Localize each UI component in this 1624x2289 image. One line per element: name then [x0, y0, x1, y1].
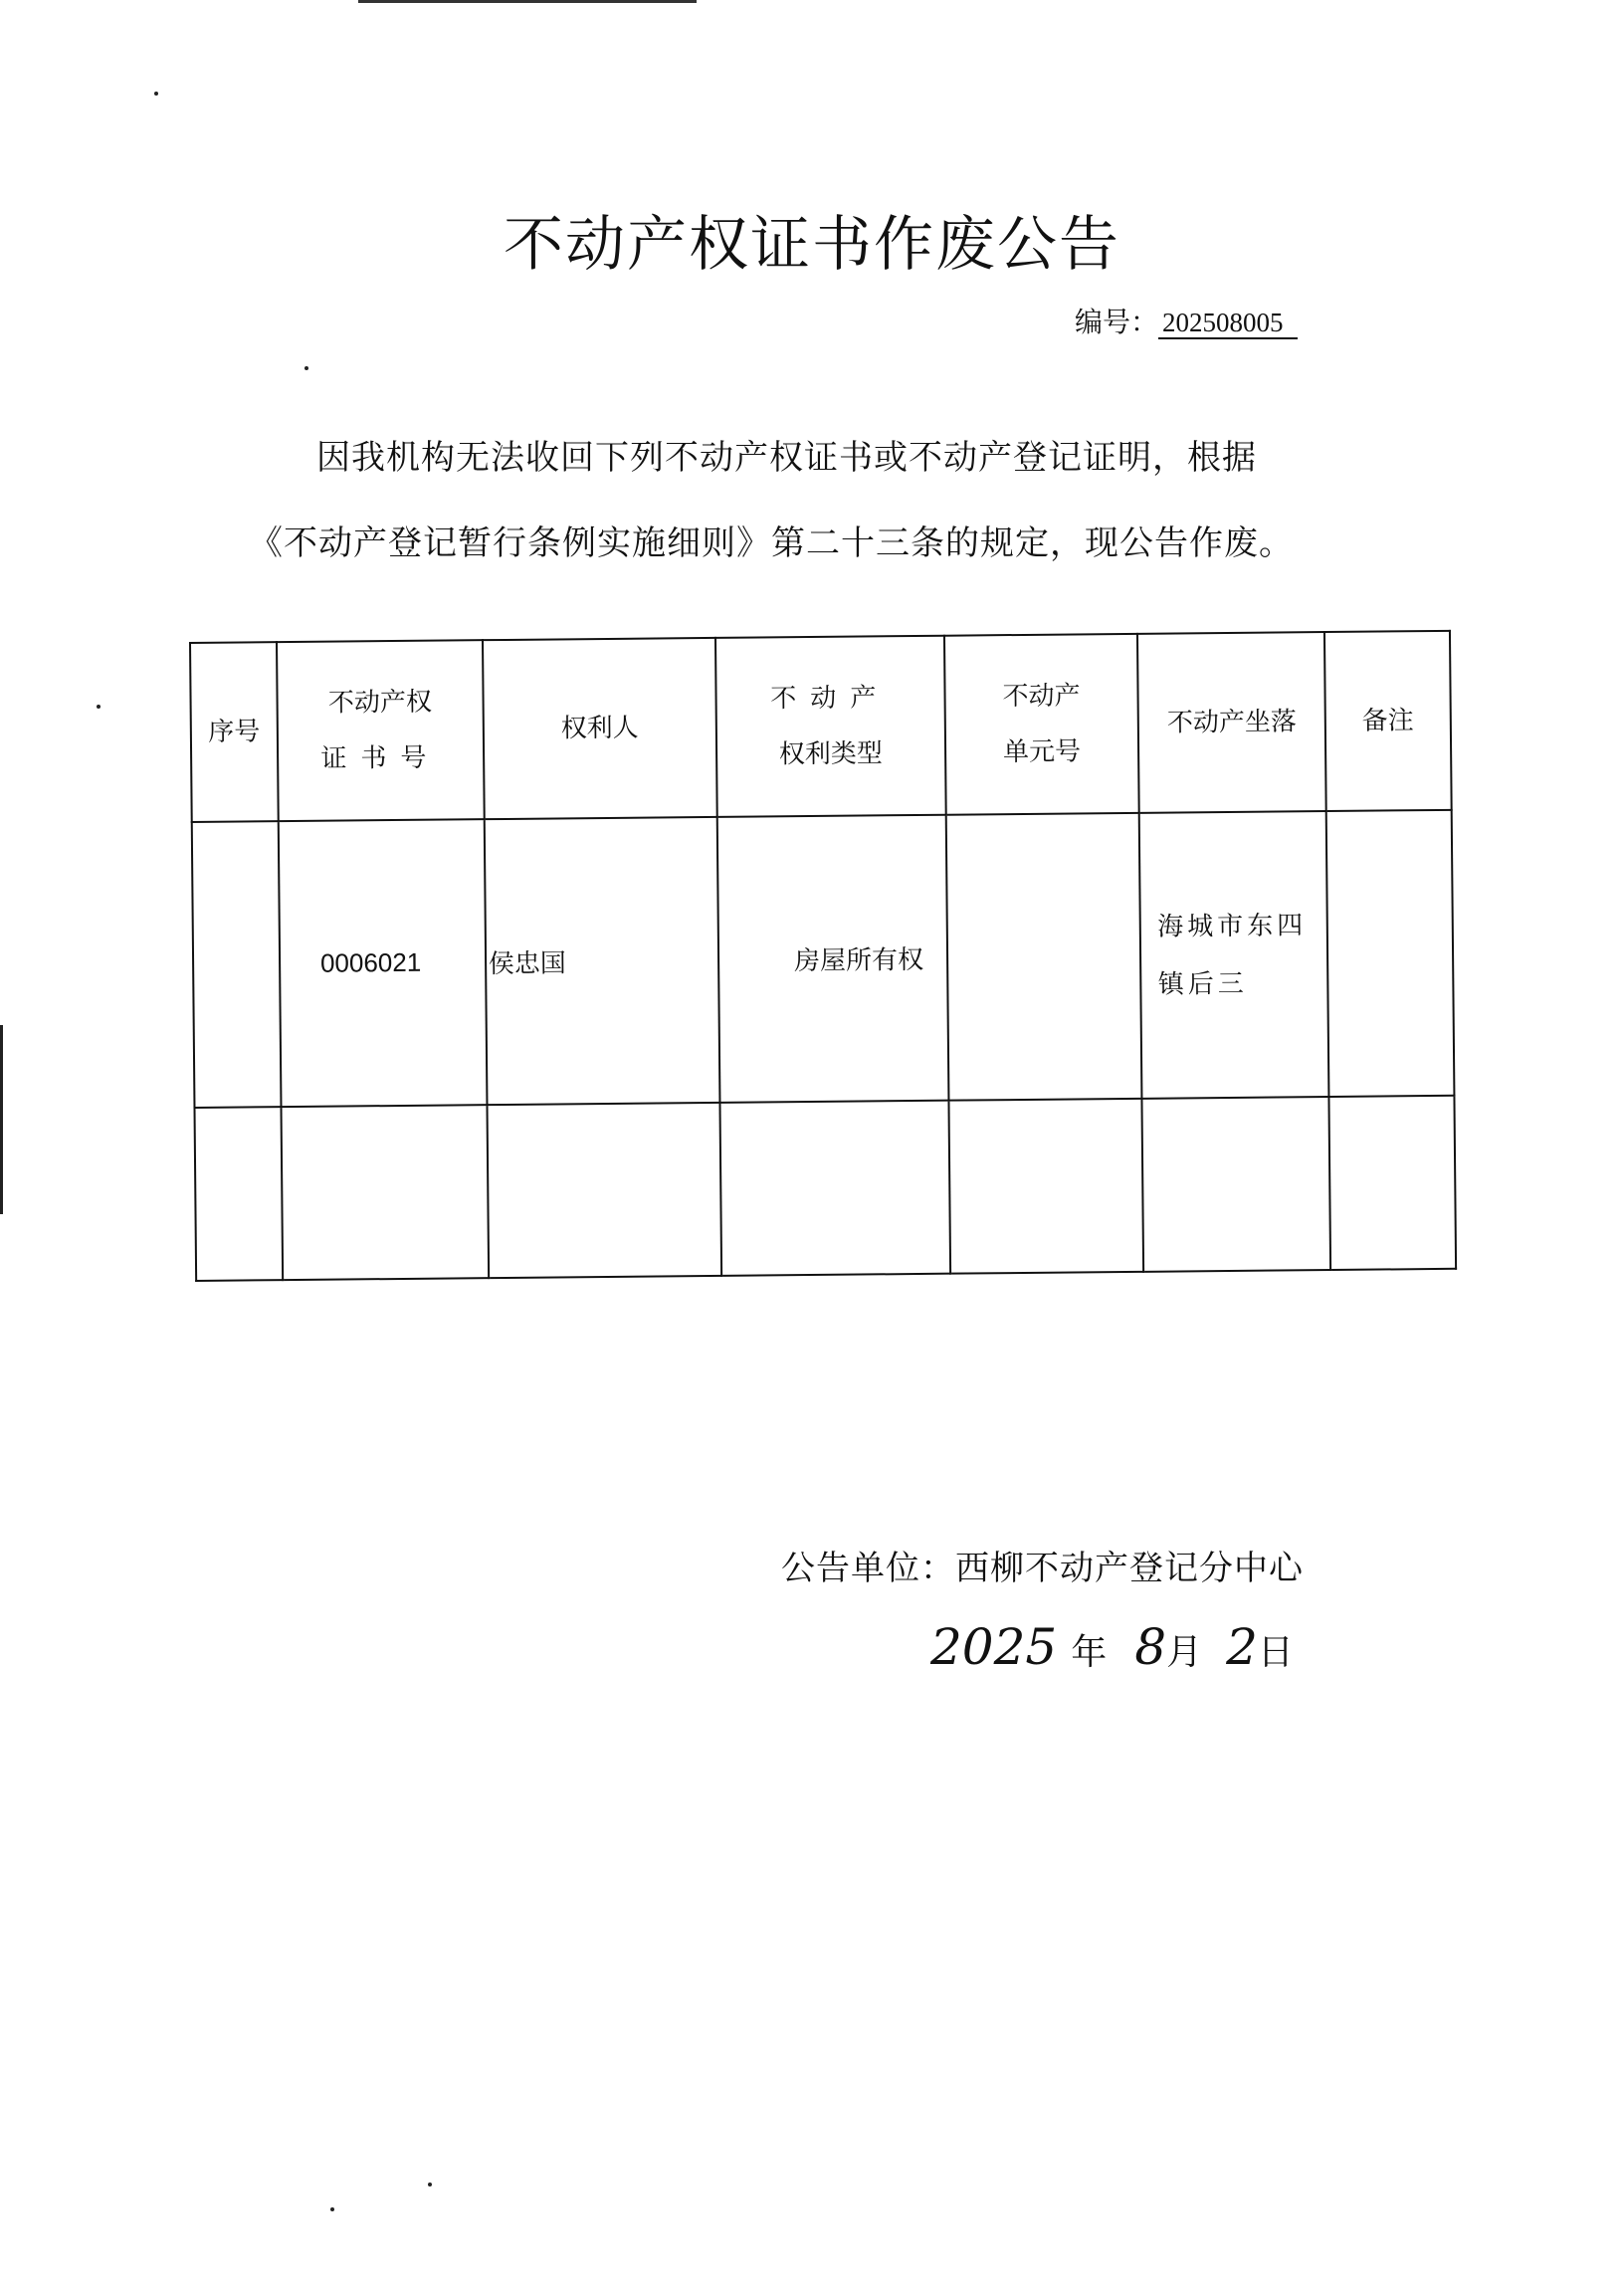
table-header-row — [190, 631, 1452, 822]
header-right-type-line1: 不动产 — [770, 683, 891, 715]
header-cert-no-line1: 不动产权 — [327, 687, 433, 719]
table-row — [192, 810, 1455, 1108]
scan-speck — [97, 705, 101, 709]
date-year-unit: 年 — [1071, 1632, 1108, 1673]
empty-cell — [948, 1099, 1144, 1274]
date-year-handwritten: 2025 — [930, 1618, 1058, 1676]
announcement-date — [930, 1618, 1294, 1676]
cell-cert-no: 0006021 — [279, 819, 488, 1107]
scan-speck — [330, 2207, 334, 2211]
cell-right-type: 房屋所有权 — [717, 815, 948, 1103]
serial-number — [1075, 301, 1298, 340]
cell-location-line2: 镇后三 — [1157, 968, 1248, 1000]
serial-label: 编号： — [1075, 306, 1159, 338]
header-cert-no-line2: 证书号 — [320, 742, 441, 774]
body-line-1: 因我机构无法收回下列不动产权证书或不动产登记证明，根据 — [316, 438, 1257, 478]
header-right-type — [715, 636, 945, 817]
empty-cell — [1142, 1097, 1330, 1272]
empty-cell — [1328, 1096, 1456, 1270]
table-row-empty — [194, 1096, 1456, 1281]
header-seq: 序号 — [190, 642, 279, 822]
empty-cell — [194, 1107, 283, 1281]
header-cert-no — [277, 640, 485, 821]
body-line-2: 《不动产登记暂行条例实施细则》第二十三条的规定，现公告作废。 — [249, 523, 1294, 563]
header-unit-no-line2: 单元号 — [1002, 736, 1082, 768]
cell-unit-no — [945, 813, 1142, 1101]
page-title: 不动产权证书作废公告 — [504, 210, 1120, 280]
cell-location — [1139, 811, 1328, 1099]
cell-seq — [192, 821, 282, 1108]
cell-location-line1: 海城市东四 — [1157, 910, 1308, 942]
cell-owner: 侯忠国 — [484, 817, 719, 1105]
header-unit-no-line1: 不动产 — [1002, 681, 1081, 713]
date-month-unit: 月 — [1166, 1632, 1203, 1673]
empty-cell — [719, 1101, 949, 1276]
date-day-unit: 日 — [1257, 1632, 1294, 1673]
header-owner: 权利人 — [483, 638, 717, 819]
header-unit-no — [943, 634, 1139, 815]
empty-cell — [281, 1105, 488, 1280]
serial-value: 202508005 — [1158, 308, 1298, 339]
scan-speck — [304, 366, 308, 370]
date-month-handwritten: 8 — [1134, 1618, 1167, 1676]
scan-speck — [154, 92, 158, 96]
empty-cell — [487, 1103, 721, 1278]
void-certificate-table — [189, 630, 1457, 1282]
header-right-type-line2: 权利类型 — [778, 738, 883, 770]
announcing-unit: 公告单位：西柳不动产登记分中心 — [781, 1549, 1304, 1588]
scan-artifact-top — [358, 0, 697, 3]
scan-speck — [428, 2183, 432, 2186]
header-location: 不动产坐落 — [1137, 632, 1325, 813]
header-remark: 备注 — [1324, 631, 1452, 811]
cell-remark — [1325, 810, 1454, 1097]
date-day-handwritten: 2 — [1226, 1618, 1258, 1676]
scan-artifact-edge — [0, 1025, 3, 1214]
